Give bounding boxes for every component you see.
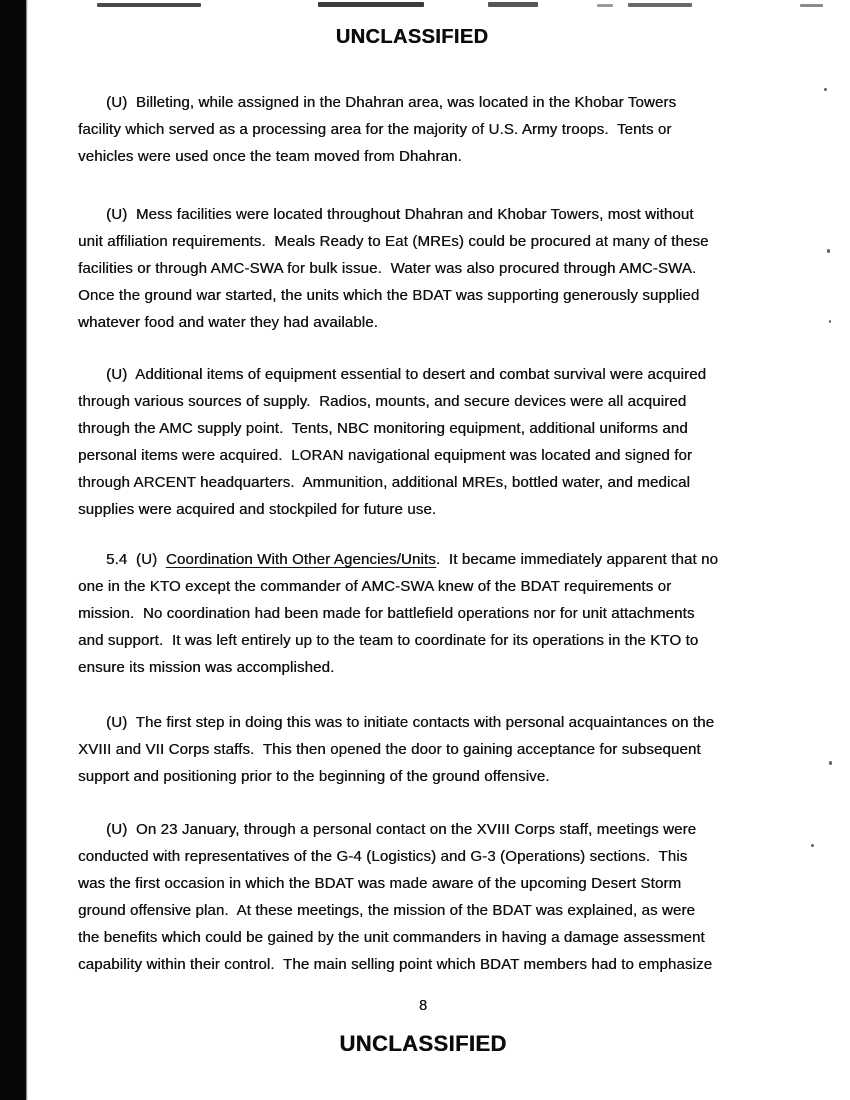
scan-speck-artifact <box>824 88 827 91</box>
section-number: 5.4 (U) <box>106 551 166 568</box>
paragraph <box>78 89 784 170</box>
text-line: support and positioning prior to the beginning of the ground offensive. <box>78 768 550 785</box>
text-line: whatever food and water they had available. <box>78 314 378 331</box>
text-line: supplies were acquired and stockpiled for future use. <box>78 501 437 518</box>
paragraph <box>78 546 784 681</box>
text-line: and support. It was left entirely up to the team to coordinate for its operations in the KTO to <box>78 632 699 649</box>
text-line: unit affiliation requirements. Meals Ready to Eat (MREs) could be procured at many of these <box>78 233 709 250</box>
text-line: facilities or through AMC-SWA for bulk issue. Water was also procured through AMC-SWA. <box>78 260 697 277</box>
text-line: facility which served as a processing area for the majority of U.S. Army troops. Tents or <box>78 121 672 138</box>
text-line: capability within their control. The main selling point which BDAT members had to emphasize <box>78 956 713 973</box>
text-line: personal items were acquired. LORAN navigational equipment was located and signed for <box>78 447 693 464</box>
header-classification-marking: UNCLASSIFIED <box>335 26 489 48</box>
paragraph <box>78 709 784 790</box>
text-line: through ARCENT headquarters. Ammunition, additional MREs, bottled water, and medical <box>78 474 690 491</box>
scan-dash-artifact <box>97 3 201 7</box>
text-line: conducted with representatives of the G-4 (Logistics) and G-3 (Operations) sections. This <box>78 848 688 865</box>
scan-speck-artifact <box>827 249 830 253</box>
text-line: (U) Billeting, while assigned in the Dhahran area, was located in the Khobar Towers <box>106 94 677 111</box>
text-line: Once the ground war started, the units which the BDAT was supporting generously supplied <box>78 287 700 304</box>
text-line: (U) Mess facilities were located throughout Dhahran and Khobar Towers, most without <box>106 206 694 223</box>
section-heading-continuation: . It became immediately apparent that no <box>435 551 718 568</box>
scan-dash-artifact <box>597 4 613 7</box>
text-line: (U) Additional items of equipment essential to desert and combat survival were acquired <box>106 366 707 383</box>
text-line: one in the KTO except the commander of AMC-SWA knew of the BDAT requirements or <box>78 578 672 595</box>
text-line: ground offensive plan. At these meetings, the mission of the BDAT was explained, as were <box>78 902 696 919</box>
page-number: 8 <box>418 998 428 1014</box>
text-line: (U) The first step in doing this was to initiate contacts with personal acquaintances on the <box>106 714 715 731</box>
scan-speck-artifact <box>829 320 831 323</box>
paragraph <box>78 816 784 978</box>
scan-dash-artifact <box>488 2 538 7</box>
scan-dash-artifact <box>318 2 424 7</box>
text-line: ensure its mission was accomplished. <box>78 659 335 676</box>
paragraph <box>78 361 784 523</box>
scan-speck-artifact <box>811 844 814 847</box>
text-line: (U) On 23 January, through a personal contact on the XVIII Corps staff, meetings were <box>106 821 697 838</box>
section-heading-underlined: Coordination With Other Agencies/Units <box>165 551 436 568</box>
scan-edge-bar <box>0 0 26 1100</box>
text-line: mission. No coordination had been made for battlefield operations nor for unit attachments <box>78 605 695 622</box>
scan-dash-artifact <box>800 4 823 7</box>
footer-classification-marking: UNCLASSIFIED <box>339 1031 507 1056</box>
text-line: was the first occasion in which the BDAT was made aware of the upcoming Desert Storm <box>78 875 682 892</box>
text-line: vehicles were used once the team moved from Dhahran. <box>78 148 462 165</box>
text-line: through various sources of supply. Radios, mounts, and secure devices were all acquired <box>78 393 687 410</box>
scan-speck-artifact <box>829 761 832 765</box>
text-line: through the AMC supply point. Tents, NBC monitoring equipment, additional uniforms and <box>78 420 688 437</box>
text-line <box>78 546 784 573</box>
text-line: XVIII and VII Corps staffs. This then opened the door to gaining acceptance for subsequent <box>78 741 701 758</box>
paragraph <box>78 201 784 336</box>
text-line: the benefits which could be gained by the unit commanders in having a damage assessment <box>78 929 705 946</box>
scan-dash-artifact <box>628 3 692 7</box>
